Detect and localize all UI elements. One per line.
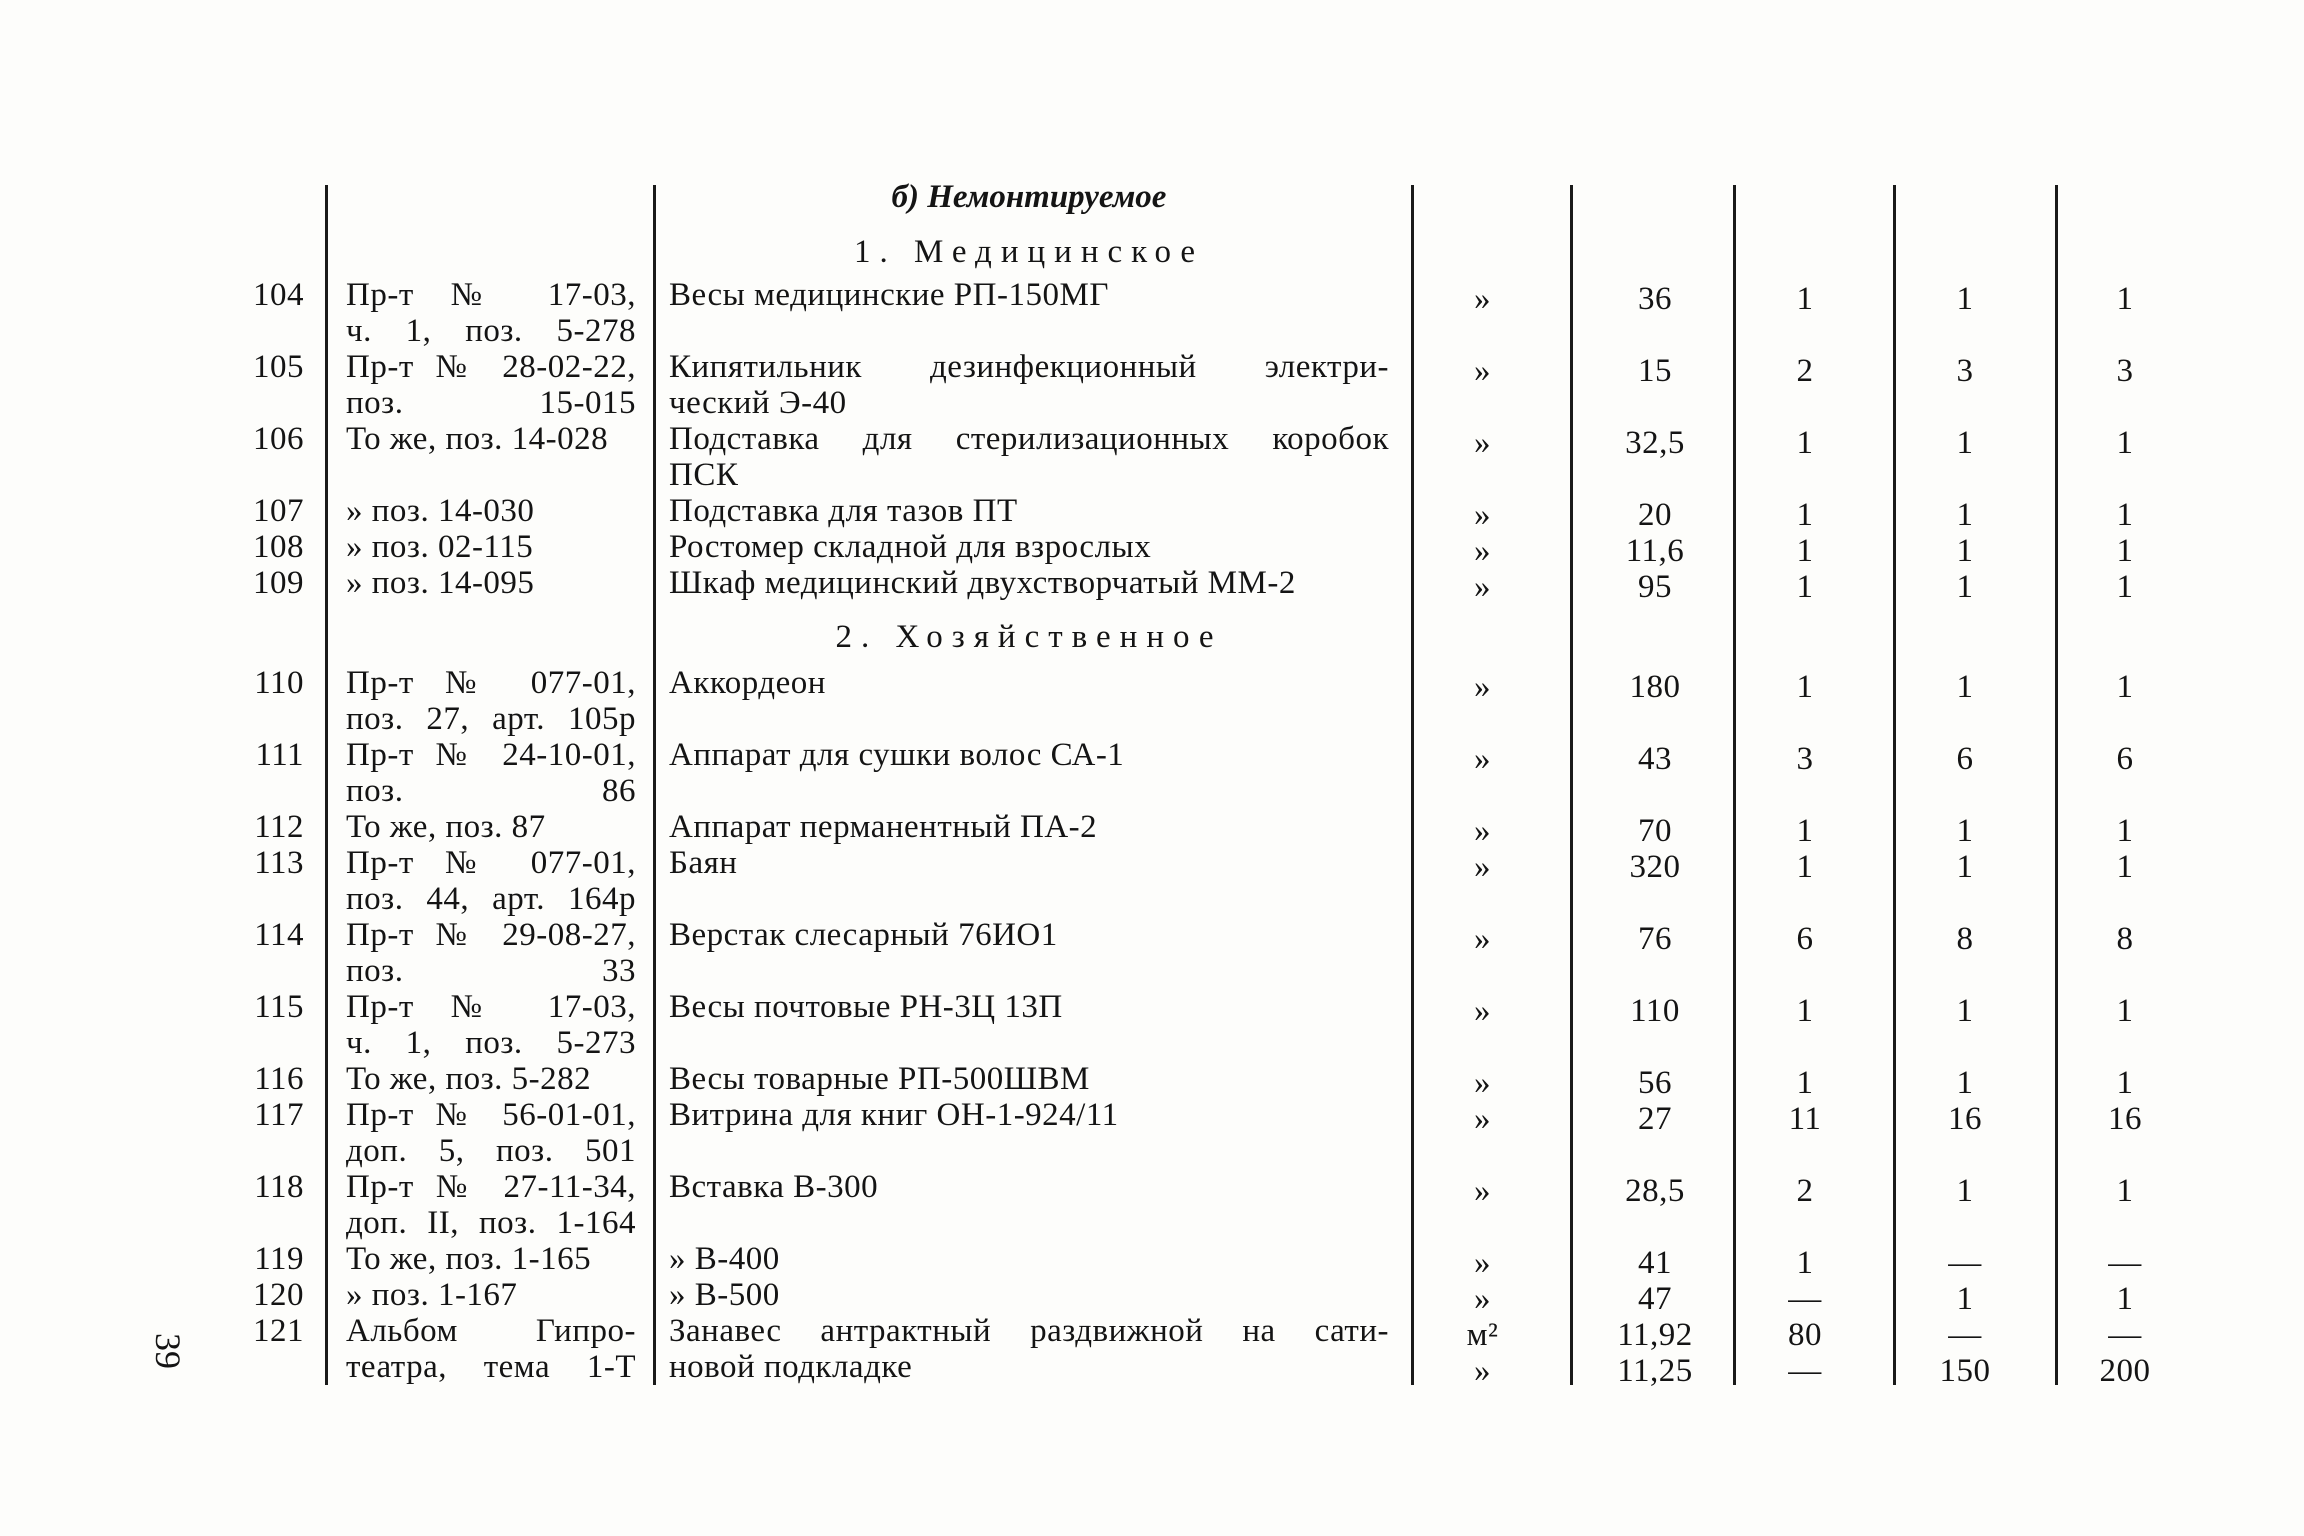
row-number: 112 <box>254 809 304 845</box>
source-reference: » поз. 14-095 <box>346 565 535 601</box>
quantity-col-1: 1 <box>1796 497 1814 533</box>
price-value: 56 <box>1638 1065 1672 1101</box>
quantity-col-3: 1 <box>2116 669 2134 705</box>
quantity-col-3: 1 <box>2116 1065 2134 1101</box>
quantity-col-3: 1 <box>2116 993 2134 1029</box>
row-number: 106 <box>253 421 304 457</box>
row-number: 109 <box>253 565 304 601</box>
quantity-col-3: 1 <box>2116 1173 2134 1209</box>
quantity-col-1: — <box>1788 1353 1822 1389</box>
unit-of-measure: » <box>1474 425 1491 461</box>
quantity-col-2: 8 <box>1956 921 1974 957</box>
quantity-col-2: — <box>1948 1245 1982 1281</box>
source-reference: поз. 27, арт. 105р <box>346 701 636 737</box>
section-household: 2. Хозяйственное <box>835 619 1223 655</box>
quantity-col-1: 1 <box>1796 533 1814 569</box>
source-reference: Пр-т № 077-01, <box>346 665 636 701</box>
price-value: 47 <box>1638 1281 1672 1317</box>
row-number: 120 <box>253 1277 304 1313</box>
quantity-col-2: 150 <box>1939 1353 1991 1389</box>
item-name: ПСК <box>669 457 739 493</box>
price-value: 95 <box>1638 569 1672 605</box>
quantity-col-1: 11 <box>1788 1101 1822 1137</box>
quantity-col-1: 80 <box>1788 1317 1822 1353</box>
quantity-col-1: 1 <box>1796 1245 1814 1281</box>
price-value: 110 <box>1630 993 1680 1029</box>
source-reference: Пр-т № 077-01, <box>346 845 636 881</box>
quantity-col-1: 1 <box>1796 569 1814 605</box>
row-number: 114 <box>254 917 304 953</box>
price-value: 11,25 <box>1617 1353 1693 1389</box>
source-reference: Пр-т № 56-01-01, <box>346 1097 636 1133</box>
quantity-col-3: 1 <box>2116 425 2134 461</box>
source-reference: поз. 15-015 <box>346 385 636 421</box>
source-reference: поз. 44, арт. 164р <box>346 881 636 917</box>
source-reference: Пр-т № 17-03, <box>346 277 636 313</box>
source-reference: Пр-т № 17-03, <box>346 989 636 1025</box>
source-reference: То же, поз. 87 <box>346 809 546 845</box>
source-reference: Пр-т № 24-10-01, <box>346 737 636 773</box>
row-number: 108 <box>253 529 304 565</box>
quantity-col-2: 1 <box>1956 849 1974 885</box>
item-name: Ростомер складной для взрослых <box>669 529 1152 565</box>
unit-of-measure: » <box>1474 993 1491 1029</box>
quantity-col-3: — <box>2108 1317 2142 1353</box>
item-name: Витрина для книг ОН-1-924/11 <box>669 1097 1119 1133</box>
quantity-col-2: 1 <box>1956 993 1974 1029</box>
item-name: Верстак слесарный 76ИО1 <box>669 917 1058 953</box>
quantity-col-3: 1 <box>2116 497 2134 533</box>
item-name: Аппарат для сушки волос СА-1 <box>669 737 1125 773</box>
source-reference: » поз. 02-115 <box>346 529 534 565</box>
item-name: Подставка для стерилизационных коробок <box>669 421 1389 457</box>
quantity-col-2: 1 <box>1956 813 1974 849</box>
row-number: 117 <box>254 1097 304 1133</box>
unit-of-measure: » <box>1474 849 1491 885</box>
item-name: Занавес антрактный раздвижной на сати- <box>669 1313 1389 1349</box>
quantity-col-2: 1 <box>1956 1281 1974 1317</box>
quantity-col-2: 1 <box>1956 533 1974 569</box>
quantity-col-2: 1 <box>1956 569 1974 605</box>
quantity-col-1: 1 <box>1796 993 1814 1029</box>
row-number: 118 <box>254 1169 304 1205</box>
row-number: 116 <box>254 1061 304 1097</box>
rule-4 <box>1570 185 1573 1385</box>
item-name: Шкаф медицинский двухстворчатый ММ-2 <box>669 565 1296 601</box>
unit-of-measure: » <box>1474 1281 1491 1317</box>
unit-of-measure: » <box>1474 669 1491 705</box>
quantity-col-1: 2 <box>1796 353 1814 389</box>
item-name: Подставка для тазов ПТ <box>669 493 1018 529</box>
price-value: 32,5 <box>1625 425 1685 461</box>
item-name: Кипятильник дезинфекционный электри- <box>669 349 1389 385</box>
source-reference: поз. 86 <box>346 773 636 809</box>
unit-of-measure: » <box>1474 569 1491 605</box>
quantity-col-1: 3 <box>1796 741 1814 777</box>
price-value: 41 <box>1638 1245 1672 1281</box>
quantity-col-1: 1 <box>1796 281 1814 317</box>
rule-1 <box>325 185 328 1385</box>
row-number: 119 <box>254 1241 304 1277</box>
unit-of-measure: » <box>1474 281 1491 317</box>
item-name: Весы товарные РП-500ШВМ <box>669 1061 1090 1097</box>
quantity-col-2: 1 <box>1956 497 1974 533</box>
page-number: 39 <box>148 1333 188 1369</box>
source-reference: То же, поз. 1-165 <box>346 1241 592 1277</box>
price-value: 11,6 <box>1625 533 1685 569</box>
source-reference: ч. 1, поз. 5-278 <box>346 313 636 349</box>
item-name: Баян <box>669 845 738 881</box>
quantity-col-2: 3 <box>1956 353 1974 389</box>
price-value: 180 <box>1629 669 1681 705</box>
quantity-col-3: 1 <box>2116 533 2134 569</box>
item-name: ческий Э-40 <box>669 385 847 421</box>
source-reference: Альбом Гипро- <box>346 1313 636 1349</box>
price-value: 76 <box>1638 921 1672 957</box>
source-reference: Пр-т № 29-08-27, <box>346 917 636 953</box>
quantity-col-3: 6 <box>2116 741 2134 777</box>
row-number: 113 <box>254 845 304 881</box>
unit-of-measure: м² <box>1466 1317 1499 1353</box>
price-value: 43 <box>1638 741 1672 777</box>
row-number: 104 <box>253 277 304 313</box>
quantity-col-3: 1 <box>2116 813 2134 849</box>
source-reference: То же, поз. 14-028 <box>346 421 609 457</box>
unit-of-measure: » <box>1474 813 1491 849</box>
rule-6 <box>1893 185 1896 1385</box>
section-nonmounted: б) Немонтируемое <box>891 179 1167 215</box>
quantity-col-1: 1 <box>1796 425 1814 461</box>
source-reference: доп. II, поз. 1-164 <box>346 1205 636 1241</box>
source-reference: театра, тема 1-Т <box>346 1349 636 1385</box>
item-name: » В-500 <box>669 1277 780 1313</box>
item-name: Весы почтовые РН-3Ц 13П <box>669 989 1063 1025</box>
row-number: 115 <box>254 989 304 1025</box>
quantity-col-3: 1 <box>2116 849 2134 885</box>
source-reference: ч. 1, поз. 5-273 <box>346 1025 636 1061</box>
quantity-col-3: 200 <box>2099 1353 2151 1389</box>
quantity-col-3: 1 <box>2116 1281 2134 1317</box>
quantity-col-3: 8 <box>2116 921 2134 957</box>
unit-of-measure: » <box>1474 1173 1491 1209</box>
row-number: 107 <box>253 493 304 529</box>
source-reference: Пр-т № 27-11-34, <box>346 1169 636 1205</box>
row-number: 111 <box>255 737 304 773</box>
quantity-col-1: 1 <box>1796 669 1814 705</box>
source-reference: доп. 5, поз. 501 <box>346 1133 636 1169</box>
source-reference: То же, поз. 5-282 <box>346 1061 592 1097</box>
quantity-col-3: — <box>2108 1245 2142 1281</box>
section-medical: 1. Медицинское <box>853 234 1205 270</box>
item-name: Весы медицинские РП-150МГ <box>669 277 1109 313</box>
quantity-col-1: — <box>1788 1281 1822 1317</box>
quantity-col-2: — <box>1948 1317 1982 1353</box>
unit-of-measure: » <box>1474 1065 1491 1101</box>
item-name: Аппарат перманентный ПА-2 <box>669 809 1098 845</box>
quantity-col-3: 1 <box>2116 569 2134 605</box>
source-reference: Пр-т № 28-02-22, <box>346 349 636 385</box>
quantity-col-1: 1 <box>1796 813 1814 849</box>
unit-of-measure: » <box>1474 353 1491 389</box>
rule-7 <box>2055 185 2058 1385</box>
price-value: 11,92 <box>1617 1317 1693 1353</box>
quantity-col-3: 1 <box>2116 281 2134 317</box>
quantity-col-2: 1 <box>1956 425 1974 461</box>
item-name: Вставка В-300 <box>669 1169 879 1205</box>
source-reference: поз. 33 <box>346 953 636 989</box>
price-value: 27 <box>1638 1101 1672 1137</box>
rule-2 <box>653 185 656 1385</box>
quantity-col-2: 1 <box>1956 281 1974 317</box>
quantity-col-2: 1 <box>1956 669 1974 705</box>
rule-3 <box>1411 185 1414 1385</box>
rule-5 <box>1733 185 1736 1385</box>
source-reference: » поз. 1-167 <box>346 1277 518 1313</box>
unit-of-measure: » <box>1474 921 1491 957</box>
price-value: 20 <box>1638 497 1672 533</box>
item-name: » В-400 <box>669 1241 780 1277</box>
price-value: 28,5 <box>1625 1173 1685 1209</box>
quantity-col-2: 6 <box>1956 741 1974 777</box>
price-value: 320 <box>1629 849 1681 885</box>
unit-of-measure: » <box>1474 1353 1491 1389</box>
quantity-col-1: 1 <box>1796 849 1814 885</box>
price-value: 36 <box>1638 281 1672 317</box>
quantity-col-2: 1 <box>1956 1173 1974 1209</box>
unit-of-measure: » <box>1474 1101 1491 1137</box>
item-name: новой подкладке <box>669 1349 913 1385</box>
unit-of-measure: » <box>1474 497 1491 533</box>
quantity-col-1: 6 <box>1796 921 1814 957</box>
item-name: Аккордеон <box>669 665 826 701</box>
quantity-col-2: 16 <box>1948 1101 1982 1137</box>
unit-of-measure: » <box>1474 1245 1491 1281</box>
quantity-col-3: 16 <box>2108 1101 2142 1137</box>
quantity-col-1: 2 <box>1796 1173 1814 1209</box>
unit-of-measure: » <box>1474 741 1491 777</box>
source-reference: » поз. 14-030 <box>346 493 535 529</box>
quantity-col-2: 1 <box>1956 1065 1974 1101</box>
quantity-col-3: 3 <box>2116 353 2134 389</box>
price-value: 70 <box>1638 813 1672 849</box>
row-number: 105 <box>253 349 304 385</box>
row-number: 110 <box>254 665 304 701</box>
price-value: 15 <box>1638 353 1672 389</box>
unit-of-measure: » <box>1474 533 1491 569</box>
quantity-col-1: 1 <box>1796 1065 1814 1101</box>
row-number: 121 <box>253 1313 304 1349</box>
